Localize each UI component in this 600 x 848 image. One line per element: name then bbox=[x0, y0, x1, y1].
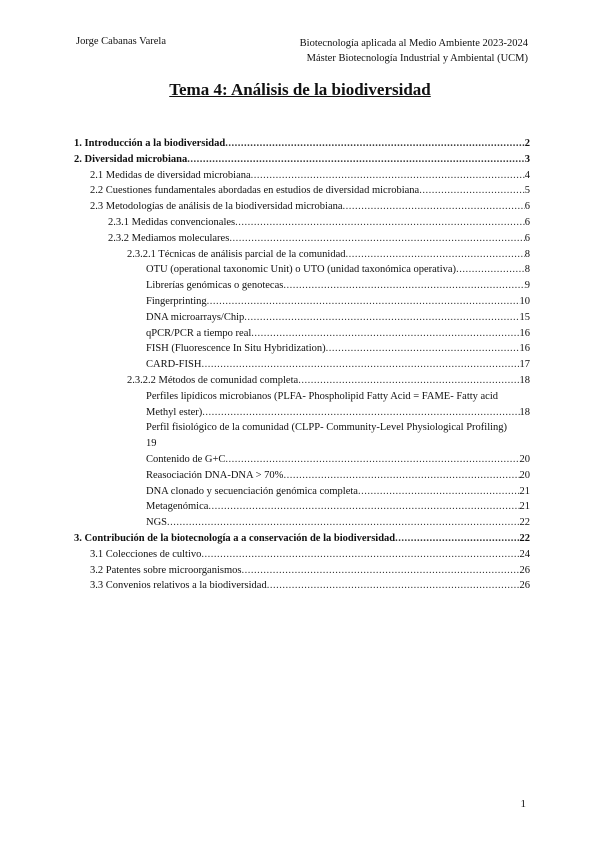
toc-entry[interactable]: 3.3 Convenios relativos a la biodiversidad ..... 26 bbox=[74, 578, 530, 594]
toc-entry[interactable]: 3.1 Colecciones de cultivo ..... 24 bbox=[74, 547, 530, 563]
toc-entry[interactable]: 2.3.2 Mediamos moleculares ..... 6 bbox=[74, 231, 530, 247]
header-author: Jorge Cabanas Varela bbox=[76, 36, 166, 47]
toc-entry[interactable]: DNA clonado y secuenciación genómica completa ..... 21 bbox=[74, 484, 530, 500]
toc-entry[interactable]: Metagenómica ..... 21 bbox=[74, 499, 530, 515]
toc-entry[interactable]: 2.1 Medidas de diversidad microbiana ..... 4 bbox=[74, 168, 530, 184]
page-title: Tema 4: Análisis de la biodiversidad bbox=[169, 80, 431, 99]
toc-entry[interactable]: CARD-FISH ..... 17 bbox=[74, 357, 530, 373]
toc-entry-line2: 19 bbox=[146, 438, 157, 450]
toc-entry[interactable]: 3. Contribución de la biotecnología a a conservación de la biodiversidad ..... 22 bbox=[74, 531, 530, 547]
toc-entry[interactable]: Contenido de G+C ..... 20 bbox=[74, 452, 530, 468]
toc-entry-line1: Perfiles lipídicos microbianos (PLFA- Phospholipid Fatty Acid = FAME- Fatty acid bbox=[146, 390, 499, 402]
toc-entry[interactable]: 2.3.2.1 Técnicas de análisis parcial de la comunidad ..... 8 bbox=[74, 247, 530, 263]
toc-entry[interactable]: Librerías genómicas o genotecas ..... 9 bbox=[74, 278, 530, 294]
toc-entry[interactable]: DNA microarrays/Chip ..... 15 bbox=[74, 310, 530, 326]
table-of-contents bbox=[74, 136, 530, 594]
toc-entry[interactable]: 2.3 Metodologías de análisis de la biodiversidad microbiana ..... 6 bbox=[74, 199, 530, 215]
header-course bbox=[300, 36, 528, 66]
toc-entry[interactable]: 2. Diversidad microbiana ..... 3 bbox=[74, 152, 530, 168]
toc-entry[interactable]: Perfiles lipídicos microbianos (PLFA- Phospholipid Fatty Acid = FAME- Fatty acid Methyl ester) ..... 18 bbox=[74, 389, 530, 421]
toc-entry[interactable]: qPCR/PCR a tiempo real ..... 16 bbox=[74, 326, 530, 342]
toc-entry[interactable]: 2.3.2.2 Métodos de comunidad completa ..... 18 bbox=[74, 373, 530, 389]
toc-entry[interactable]: Reasociación DNA-DNA > 70% ..... 20 bbox=[74, 468, 530, 484]
toc-entry[interactable]: 2.3.1 Medidas convencionales ..... 6 bbox=[74, 215, 530, 231]
toc-entry-line1: Perfil fisiológico de la comunidad (CLPP- Community-Level Physiological Profiling) bbox=[146, 422, 508, 434]
header-course-line1: Biotecnología aplicada al Medio Ambiente 2023-2024 bbox=[299, 38, 528, 49]
toc-entry[interactable]: 1. Introducción a la biodiversidad ..... 2 bbox=[74, 136, 530, 152]
toc-entry[interactable]: 3.2 Patentes sobre microorganismos ..... 26 bbox=[74, 563, 530, 579]
toc-entry[interactable] bbox=[74, 420, 530, 452]
header-course-line2: Máster Biotecnología Industrial y Ambiental (UCM) bbox=[306, 53, 528, 64]
toc-entry[interactable]: 2.2 Cuestiones fundamentales abordadas en estudios de diversidad microbiana ..... 5 bbox=[74, 183, 530, 199]
toc-entry[interactable]: FISH (Fluorescence In Situ Hybridization) ..... 16 bbox=[74, 341, 530, 357]
toc-entry[interactable]: NGS ..... 22 bbox=[74, 515, 530, 531]
toc-entry[interactable]: Fingerprinting ..... 10 bbox=[74, 294, 530, 310]
toc-entry[interactable]: OTU (operational taxonomic Unit) o UTO (unidad taxonómica operativa) ..... 8 bbox=[74, 262, 530, 278]
page-number: 1 bbox=[520, 798, 526, 810]
